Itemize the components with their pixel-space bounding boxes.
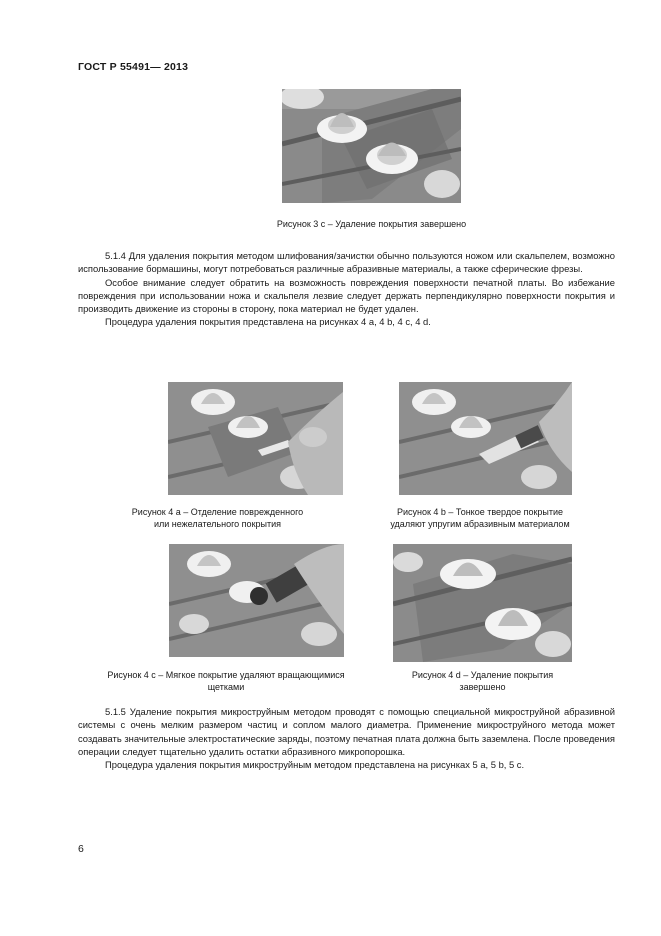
section-5-1-4	[78, 249, 615, 329]
caption-line: Рисунок 4 d – Удаление покрытия	[411, 670, 554, 680]
figure-4c-caption	[85, 669, 367, 693]
figure-4d-image	[393, 544, 572, 662]
figure-3c-image	[282, 89, 461, 203]
figure-3c-caption: Рисунок 3 с – Удаление покрытия завершено	[276, 219, 467, 229]
figure-4b-image	[399, 382, 572, 495]
paragraph: Процедура удаления покрытия микроструйным методом представлена на рисунках 5 а, 5 b, 5 с.	[105, 759, 525, 771]
paragraph: 5.1.5 Удаление покрытия микроструйным методом проводят с помощью специальной микроструйной абразивной системы с очень мелким размером частиц и соплом малого диаметра. Применение микроструйного метода может создавать значительные электростатические заряды, поэтому печатная плата должна быть заземлена. После проведения операции следует тщательно удалить остатки абразивного микропорошка.	[78, 706, 615, 757]
paragraph: 5.1.4 Для удаления покрытия методом шлифования/зачистки обычно пользуются ножом или скальпелем, возможно использование бормашины, могут потребоваться различные абразивные материалы, а также сферические фрезы.	[78, 250, 615, 275]
caption-line: удаляют упругим абразивным материалом	[390, 519, 570, 529]
paragraph: Особое внимание следует обратить на возможность повреждения поверхности печатной платы. Во избежание повреждения при использовании ножа и скальпеля лезвие следует держать перпендикулярно поверхности покрытия и производить движение из стороны в сторону, пока материал не будет удален.	[78, 276, 615, 315]
page-number: 6	[78, 843, 84, 855]
figure-4a-image	[168, 382, 343, 495]
caption-line: или нежелательного покрытия	[153, 519, 281, 529]
paragraph: Процедура удаления покрытия представлена на рисунках 4 а, 4 b, 4 с, 4 d.	[105, 316, 431, 328]
caption-line: Рисунок 4 с – Мягкое покрытие удаляют вращающимися	[107, 670, 345, 680]
section-5-1-5	[78, 705, 615, 771]
figure-4a-caption	[110, 506, 325, 530]
caption-line: завершено	[459, 682, 506, 692]
figure-4d-caption	[390, 669, 575, 693]
figure-4c-image	[169, 544, 344, 657]
figure-4b-caption	[360, 506, 600, 530]
caption-line: Рисунок 4 b – Тонкое твердое покрытие	[396, 507, 564, 517]
caption-line: Рисунок 4 а – Отделение поврежденного	[131, 507, 304, 517]
caption-line: щетками	[207, 682, 245, 692]
document-header: ГОСТ Р 55491— 2013	[78, 61, 189, 73]
